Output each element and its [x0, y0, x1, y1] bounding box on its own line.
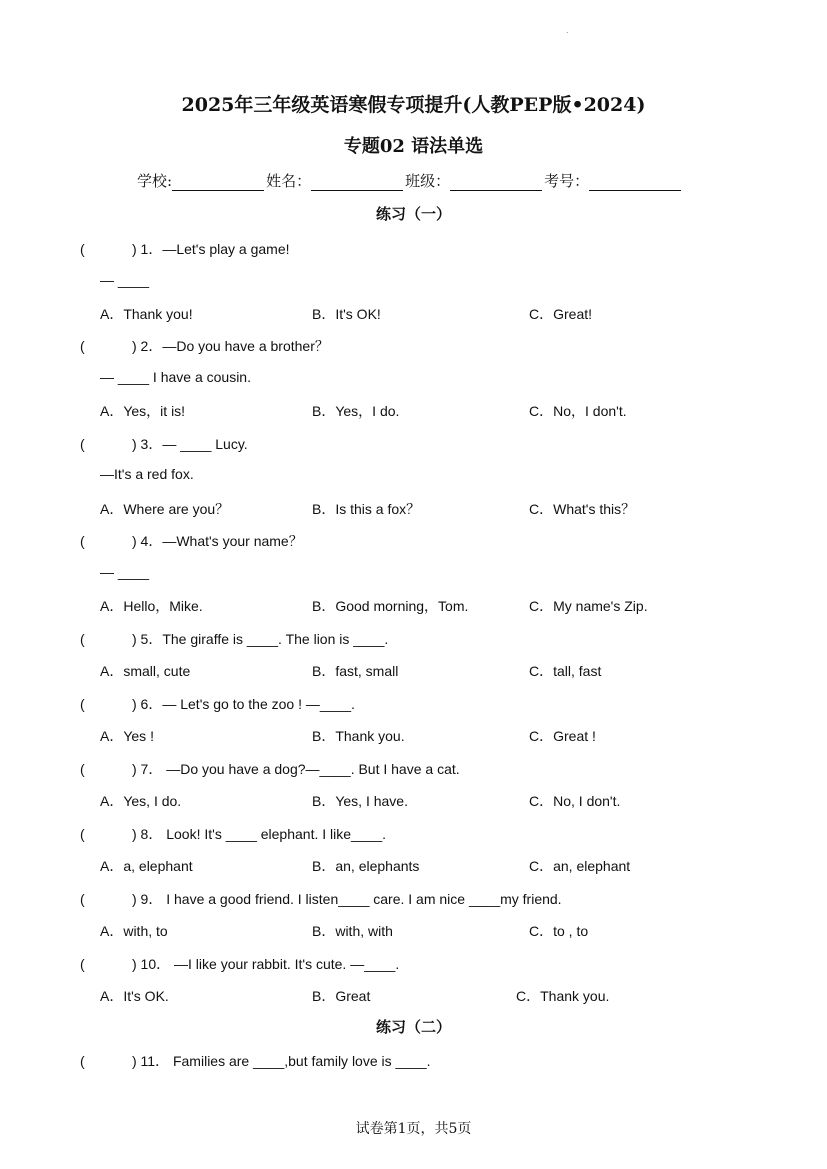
option-b[interactable]: B．Good morning，Tom. [312, 598, 469, 614]
option-c[interactable]: C．My name's Zip. [529, 598, 648, 614]
page-footer: 试卷第1页，共5页 [355, 1121, 472, 1137]
option-a[interactable]: A．Thank you! [100, 306, 193, 322]
option-b[interactable]: B．with, with [312, 923, 393, 939]
exam-number-field[interactable] [589, 172, 681, 191]
class-field[interactable] [450, 172, 542, 191]
question-reply: —It's a red fox. [100, 466, 194, 482]
question-reply: — ____ [100, 272, 150, 288]
option-c[interactable]: C．What's this？ [529, 501, 636, 517]
option-b[interactable]: B．It's OK! [312, 306, 381, 322]
question-stem: ( ) 8． Look! It's ____ elephant. I like____. [80, 826, 387, 842]
option-c[interactable]: C．No，I don't. [529, 403, 627, 419]
option-c[interactable]: C．tall, fast [529, 663, 602, 679]
question-reply: — ____ [100, 564, 150, 580]
option-c[interactable]: C．an, elephant [529, 858, 631, 874]
option-b[interactable]: B．an, elephants [312, 858, 420, 874]
option-b[interactable]: B．Yes, I have. [312, 793, 408, 809]
question-stem: ( ) 1．—Let's play a game! [80, 241, 290, 257]
page-subtitle: 专题02 语法单选 [343, 136, 484, 157]
exam-number-label: 考号： [544, 172, 590, 190]
section-heading: 练习（二） [375, 1018, 451, 1036]
student-info-row [137, 170, 683, 191]
option-a[interactable]: A．Yes ! [100, 728, 154, 744]
question-stem: ( ) 5．The giraffe is ____. The lion is ____. [80, 631, 389, 647]
option-b[interactable]: B．Yes，I do. [312, 403, 400, 419]
question-stem: ( ) 6．— Let's go to the zoo ! —____. [80, 696, 355, 712]
school-label: 学校: [137, 172, 173, 190]
name-field[interactable] [311, 172, 403, 191]
question-stem: ( ) 3．— ____ Lucy. [80, 436, 248, 452]
question-stem: ( ) 10． —I like your rabbit. It's cute. —____. [80, 956, 400, 972]
option-c[interactable]: C．Great ! [529, 728, 596, 744]
option-a[interactable]: A．a, elephant [100, 858, 193, 874]
option-c[interactable]: C．Great! [529, 306, 593, 322]
option-a[interactable]: A．Where are you？ [100, 501, 230, 517]
option-a[interactable]: A．small, cute [100, 663, 191, 679]
question-stem: ( ) 9． I have a good friend. I listen____ care. I am nice ____my friend. [80, 891, 562, 907]
option-b[interactable]: B．Is this a fox？ [312, 501, 421, 517]
option-b[interactable]: B．Thank you. [312, 728, 405, 744]
option-a[interactable]: A．It's OK. [100, 988, 169, 1004]
corner-dot: . [566, 26, 569, 35]
option-a[interactable]: A．with, to [100, 923, 168, 939]
option-a[interactable]: A．Yes，it is! [100, 403, 186, 419]
option-a[interactable]: A．Hello，Mike. [100, 598, 203, 614]
name-label: 姓名： [266, 172, 312, 190]
question-reply: — ____ I have a cousin. [100, 369, 251, 385]
option-c[interactable]: C．Thank you. [516, 988, 610, 1004]
section-heading: 练习（一） [375, 205, 451, 223]
question-stem: ( ) 7． —Do you have a dog?—____. But I have a cat. [80, 761, 460, 777]
option-b[interactable]: B．fast, small [312, 663, 399, 679]
option-b[interactable]: B．Great [312, 988, 371, 1004]
option-c[interactable]: C．to , to [529, 923, 589, 939]
question-stem: ( ) 4．—What's your name？ [80, 533, 303, 549]
question-stem: ( ) 11． Families are ____,but family love is ____. [80, 1053, 431, 1069]
page-title: 2025年三年级英语寒假专项提升(人教PEP版•2024) [181, 94, 646, 116]
class-label: 班级： [405, 172, 451, 190]
school-field[interactable] [172, 172, 264, 191]
option-c[interactable]: C．No, I don't. [529, 793, 621, 809]
option-a[interactable]: A．Yes, I do. [100, 793, 182, 809]
question-stem: ( ) 2．—Do you have a brother？ [80, 338, 329, 354]
